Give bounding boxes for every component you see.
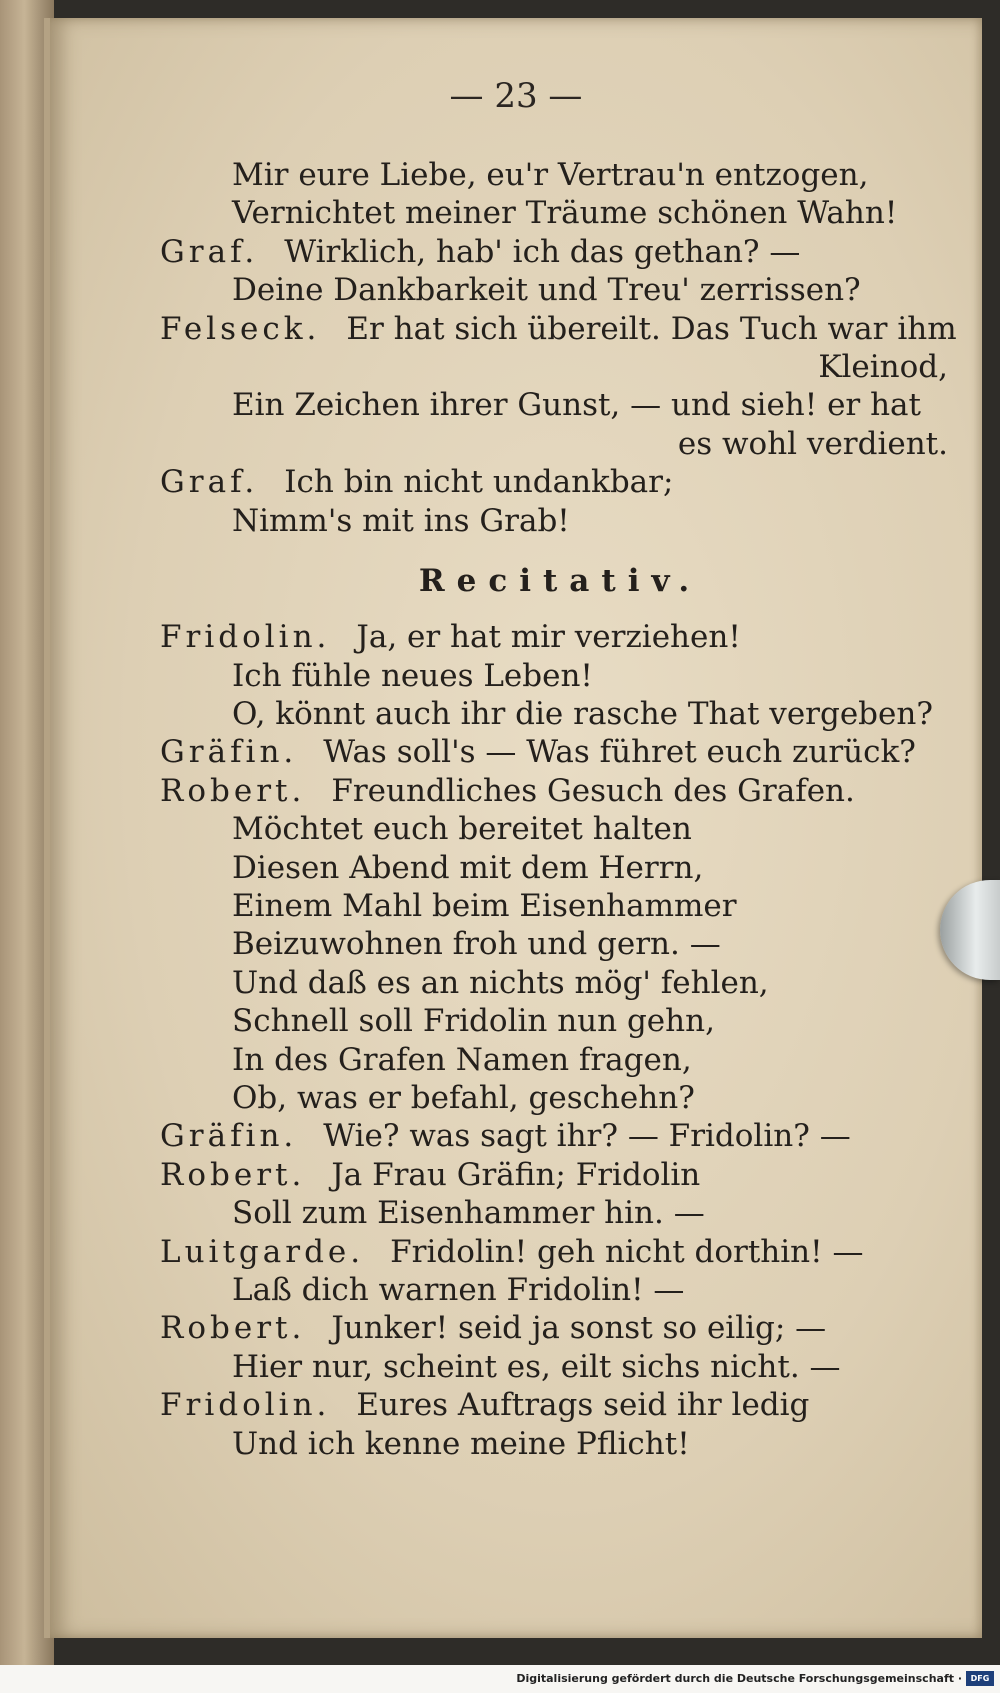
text-line <box>160 810 960 848</box>
footer-credit: Digitalisierung gefördert durch die Deutsche Forschungsgemeinschaft · <box>516 1672 962 1685</box>
text-line <box>160 271 960 309</box>
line-text: Vernichtet meiner Träume schönen Wahn! <box>232 195 898 232</box>
speaker-name: Graf. <box>160 233 259 270</box>
text-line <box>160 964 960 1002</box>
speaker-name: Robert. <box>160 772 306 809</box>
text-line <box>160 1041 960 1079</box>
text-line <box>160 733 960 771</box>
line-text: Ich fühle neues Leben! <box>232 657 593 694</box>
dfg-logo: DFG <box>966 1671 994 1686</box>
text-line <box>160 1425 960 1463</box>
speaker-name: Luitgarde. <box>160 1233 365 1270</box>
text-line <box>160 887 960 925</box>
text-line <box>160 310 960 348</box>
text-block <box>160 156 960 1463</box>
text-line <box>160 1079 960 1117</box>
text-line <box>160 1309 960 1347</box>
text-line <box>160 925 960 963</box>
speaker-name: Fridolin. <box>160 619 331 656</box>
speaker-name: Robert. <box>160 1310 306 1347</box>
line-text: Ein Zeichen ihrer Gunst, — und sieh! er hat <box>232 387 921 424</box>
text-line <box>160 425 960 463</box>
page-number: — 23 — <box>449 76 583 116</box>
speaker-name: Fridolin. <box>160 1387 331 1424</box>
speaker-name: Robert. <box>160 1156 306 1193</box>
line-text: Junker! seid ja sonst so eilig; — <box>331 1310 827 1347</box>
line-text: Hier nur, scheint es, eilt sichs nicht. — <box>232 1348 841 1385</box>
line-text: Ja Frau Gräfin; Fridolin <box>331 1156 701 1193</box>
line-text: Laß dich warnen Fridolin! — <box>232 1271 685 1308</box>
line-text: Diesen Abend mit dem Herrn, <box>232 849 704 886</box>
text-line <box>160 657 960 695</box>
line-text: Ob, was er befahl, geschehn? <box>232 1079 695 1116</box>
text-line <box>160 386 960 424</box>
text-line <box>160 156 960 194</box>
text-line <box>160 463 960 501</box>
line-text: Freundliches Gesuch des Grafen. <box>331 772 855 809</box>
line-text: Einem Mahl beim Eisenhammer <box>232 888 737 925</box>
dialogue-block-2 <box>160 618 960 1463</box>
line-text: Kleinod, <box>818 348 948 385</box>
line-text: Beizuwohnen froh und gern. — <box>232 926 721 963</box>
text-line <box>160 233 960 271</box>
text-line <box>160 1233 960 1271</box>
line-text: In des Grafen Namen fragen, <box>232 1041 692 1078</box>
dialogue-block-1 <box>160 156 960 540</box>
line-text: O, könnt auch ihr die rasche That vergeben? <box>232 696 933 733</box>
line-text: Nimm's mit ins Grab! <box>232 502 570 539</box>
text-line <box>160 695 960 733</box>
line-text: Ich bin nicht undankbar; <box>284 464 674 501</box>
line-text: Möchtet euch bereitet halten <box>232 811 692 848</box>
line-text: Deine Dankbarkeit und Treu' zerrissen? <box>232 272 861 309</box>
line-text: Er hat sich übereilt. Das Tuch war ihm <box>346 310 957 347</box>
text-line <box>160 1348 960 1386</box>
text-line <box>160 618 960 656</box>
text-line <box>160 1156 960 1194</box>
line-text: Was soll's — Was führet euch zurück? <box>323 734 916 771</box>
line-text: Eures Auftrags seid ihr ledig <box>356 1387 810 1424</box>
speaker-name: Felseck. <box>160 310 321 347</box>
text-line <box>160 1002 960 1040</box>
text-line <box>160 502 960 540</box>
section-heading: Recitativ. <box>418 562 702 599</box>
text-line <box>160 1117 960 1155</box>
text-line <box>160 849 960 887</box>
text-line <box>160 1386 960 1424</box>
speaker-name: Gräfin. <box>160 734 298 771</box>
text-line <box>160 1194 960 1232</box>
line-text: Mir eure Liebe, eu'r Vertrau'n entzogen, <box>232 157 869 193</box>
book-page <box>44 18 982 1638</box>
line-text: Fridolin! geh nicht dorthin! — <box>390 1233 864 1270</box>
speaker-name: Graf. <box>160 464 259 501</box>
line-text: Ja, er hat mir verziehen! <box>356 619 741 656</box>
text-line <box>160 772 960 810</box>
line-text: Und daß es an nichts mög' fehlen, <box>232 964 769 1001</box>
speaker-name: Gräfin. <box>160 1118 298 1155</box>
line-text: Soll zum Eisenhammer hin. — <box>232 1195 705 1232</box>
line-text: Wie? was sagt ihr? — Fridolin? — <box>323 1118 851 1155</box>
line-text: Schnell soll Fridolin nun gehn, <box>232 1003 715 1040</box>
footer-bar <box>0 1668 1000 1693</box>
line-text: Und ich kenne meine Pflicht! <box>232 1425 690 1462</box>
line-text: es wohl verdient. <box>677 425 948 462</box>
text-line <box>160 194 960 232</box>
text-line <box>160 1271 960 1309</box>
line-text: Wirklich, hab' ich das gethan? — <box>284 233 801 270</box>
text-line <box>160 348 960 386</box>
